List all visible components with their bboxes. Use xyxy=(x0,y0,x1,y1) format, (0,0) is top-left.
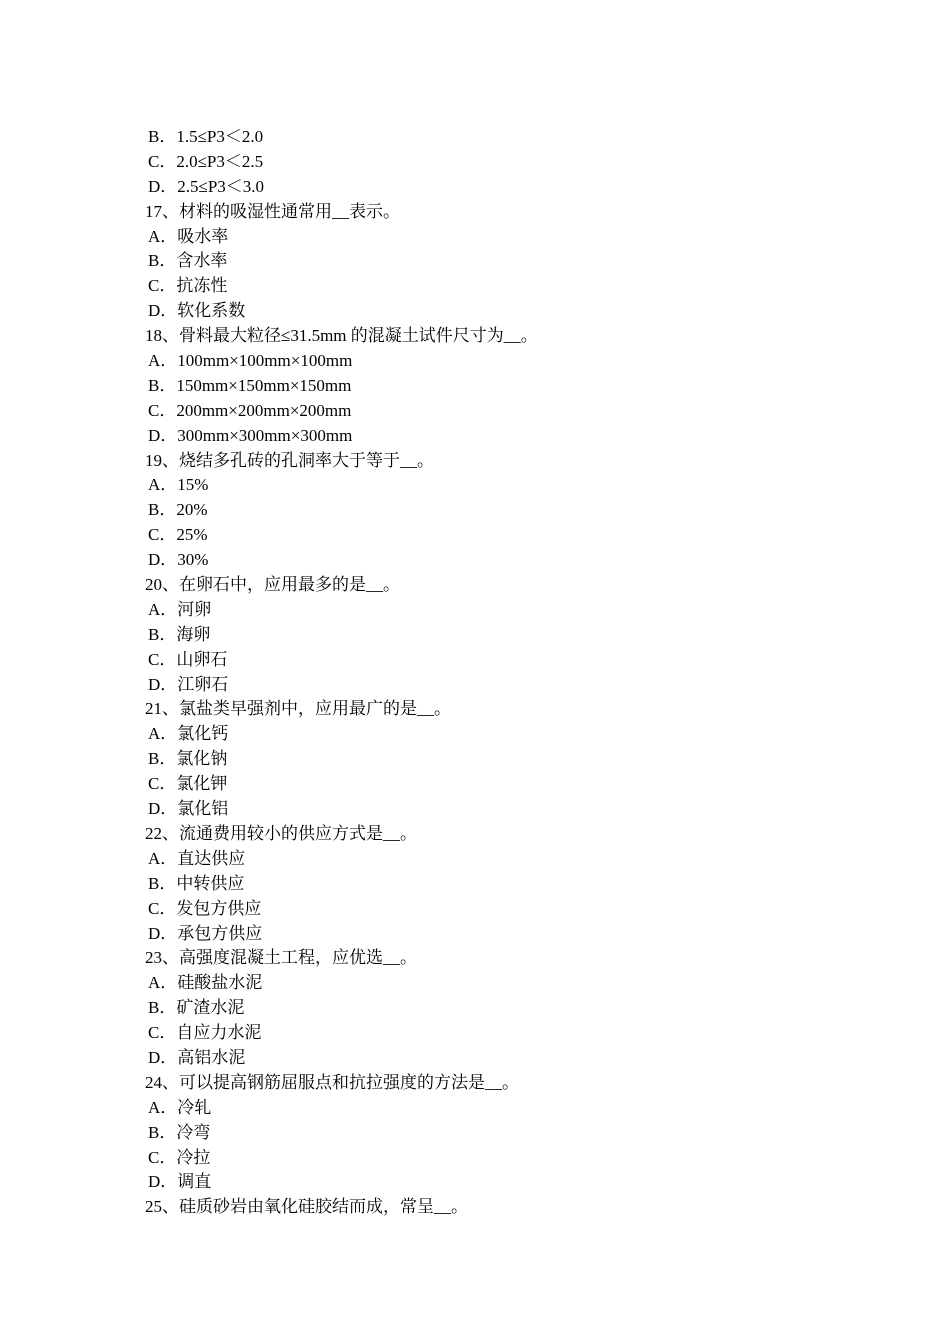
answer-option: C．2.0≤P3＜2.5 xyxy=(148,151,264,171)
answer-option: C．200mm×200mm×200mm xyxy=(148,400,352,420)
question-text: 18、骨料最大粒径≤31.5mm 的混凝土试件尺寸为__。 xyxy=(145,326,538,346)
answer-option: D．氯化铝 xyxy=(148,799,229,819)
question-text: 21、氯盐类早强剂中，应用最广的是__。 xyxy=(145,699,451,719)
answer-option: C．氯化钾 xyxy=(148,774,228,794)
question-text: 25、硅质砂岩由氧化硅胶结而成，常呈__。 xyxy=(145,1197,468,1217)
answer-option: A．100mm×100mm×100mm xyxy=(148,351,353,371)
answer-option: D．调直 xyxy=(148,1172,212,1192)
answer-option: B．氯化钠 xyxy=(148,749,228,769)
answer-option: D．2.5≤P3＜3.0 xyxy=(148,176,265,196)
answer-option: D．承包方供应 xyxy=(148,923,263,943)
question-text: 20、在卵石中，应用最多的是__。 xyxy=(145,575,400,595)
answer-option: C．自应力水泥 xyxy=(148,1023,262,1043)
answer-option: C．25% xyxy=(148,525,208,545)
answer-option: A．直达供应 xyxy=(148,848,246,868)
question-text: 17、材料的吸湿性通常用__表示。 xyxy=(145,201,400,221)
answer-option: A．冷轧 xyxy=(148,1097,212,1117)
answer-option: A．氯化钙 xyxy=(148,724,229,744)
answer-option: C．山卵石 xyxy=(148,649,228,669)
question-text: 19、烧结多孔砖的孔洞率大于等于__。 xyxy=(145,450,434,470)
answer-option: B．中转供应 xyxy=(148,873,245,893)
answer-option: B．150mm×150mm×150mm xyxy=(148,375,352,395)
answer-option: A．河卵 xyxy=(148,599,212,619)
answer-option: B．20% xyxy=(148,500,208,520)
answer-option: A．吸水率 xyxy=(148,226,229,246)
answer-option: C．冷拉 xyxy=(148,1147,211,1167)
answer-option: C．抗冻性 xyxy=(148,276,228,296)
question-text: 24、可以提高钢筋屈服点和抗拉强度的方法是__。 xyxy=(145,1072,519,1092)
answer-option: D．30% xyxy=(148,550,209,570)
answer-option: B．矿渣水泥 xyxy=(148,998,245,1018)
answer-option: B．1.5≤P3＜2.0 xyxy=(148,127,264,146)
answer-option: A．硅酸盐水泥 xyxy=(148,973,263,993)
answer-option: B．海卵 xyxy=(148,624,211,644)
answer-option: D．300mm×300mm×300mm xyxy=(148,425,353,445)
question-text: 22、流通费用较小的供应方式是__。 xyxy=(145,823,417,843)
answer-option: D．高铝水泥 xyxy=(148,1047,246,1067)
answer-option: D．江卵石 xyxy=(148,674,229,694)
question-list xyxy=(145,125,845,1220)
question-text: 23、高强度混凝土工程，应优选__。 xyxy=(145,948,417,968)
answer-option: A．15% xyxy=(148,475,209,495)
answer-option: D．软化系数 xyxy=(148,301,246,321)
answer-option: B．冷弯 xyxy=(148,1122,211,1142)
answer-option: B．含水率 xyxy=(148,251,228,271)
answer-option: C．发包方供应 xyxy=(148,898,262,918)
